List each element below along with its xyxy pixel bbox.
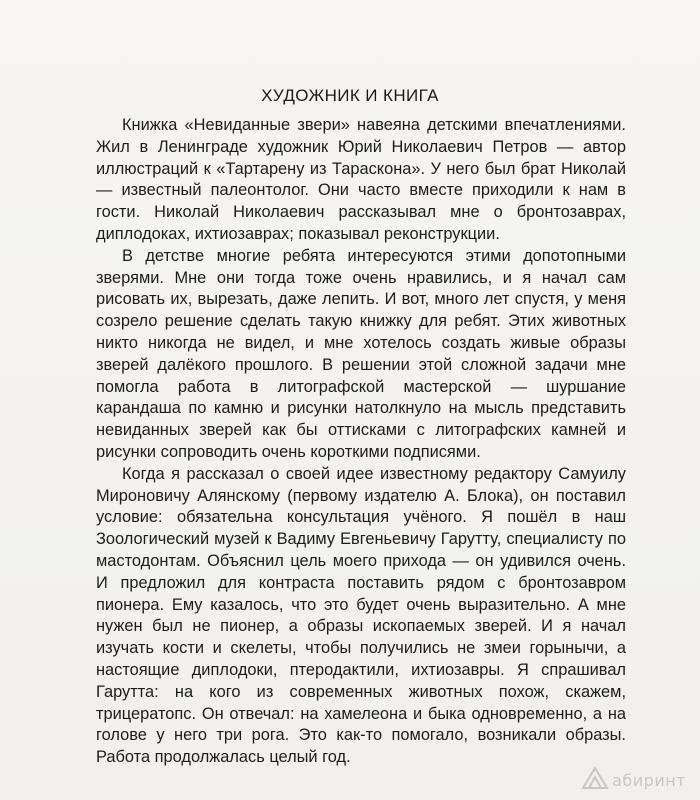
watermark-text: абиринт — [612, 771, 686, 790]
body-text — [96, 115, 626, 769]
labirint-logo-icon — [581, 766, 609, 790]
paragraph: В детстве многие ребята интересуются этими допотопными зверями. Мне они тогда тоже очень нравились, и я начал сам рисовать их, вырезать, даже лепить. И вот, много лет спустя, у меня созрело решение сделать такую книжку для ребят. Этих животных никто никогда не видел, и мне хотелось создать живые образы зверей далёкого прошлого. В решении этой сложной задачи мне помогла работа в литографской мастерской — шуршание карандаша по камню и рисунки натолкнуло на мысль представить невиданных зверей как бы оттисками с литографских камней и рисунки сопроводить очень короткими подписями. — [96, 246, 626, 461]
watermark — [581, 766, 686, 790]
paragraph: Книжка «Невиданные звери» навеяна детскими впечатлениями. Жил в Ленинграде художник Юрий Николаевич Петров — автор иллюстраций к «Тартарену из Тараскона». У него был брат Николай — известный палеонтолог. Они часто вместе приходили к нам в гости. Николай Николаевич рассказывал мне о бронтозаврах, диплодоках, ихтиозаврах; показывал реконструкции. — [96, 116, 626, 243]
page-title: ХУДОЖНИК И КНИГА — [261, 86, 439, 105]
paragraph: Когда я рассказал о своей идее известному редактору Самуилу Мироновичу Алянскому (первому издателю А. Блока), он поставил условие: обязательна консультация учёного. Я пошёл в наш Зоологический музей к Вадиму Евгеньевичу Гарутту, специалисту по мастодонтам. Объяснил цель моего прихода — он удивился очень. И предложил для контраста поставить рядом с бронтозавром пионера. Ему казалось, что это будет очень выразительно. А мне нужен был не пионер, а образы ископаемых зверей. И я начал изучать кости и скелеты, чтобы получились не змеи горынычи, а настоящие диплодоки, птеродактили, ихтиозавры. Я спрашивал Гарутта: на кого из современных животных похож, скажем, трицератопс. Он отвечал: на хамелеона и быка одновременно, а на голове у него три рога. Это как-то помогало, возникали образы. Работа продолжалась целый год. — [96, 464, 626, 767]
